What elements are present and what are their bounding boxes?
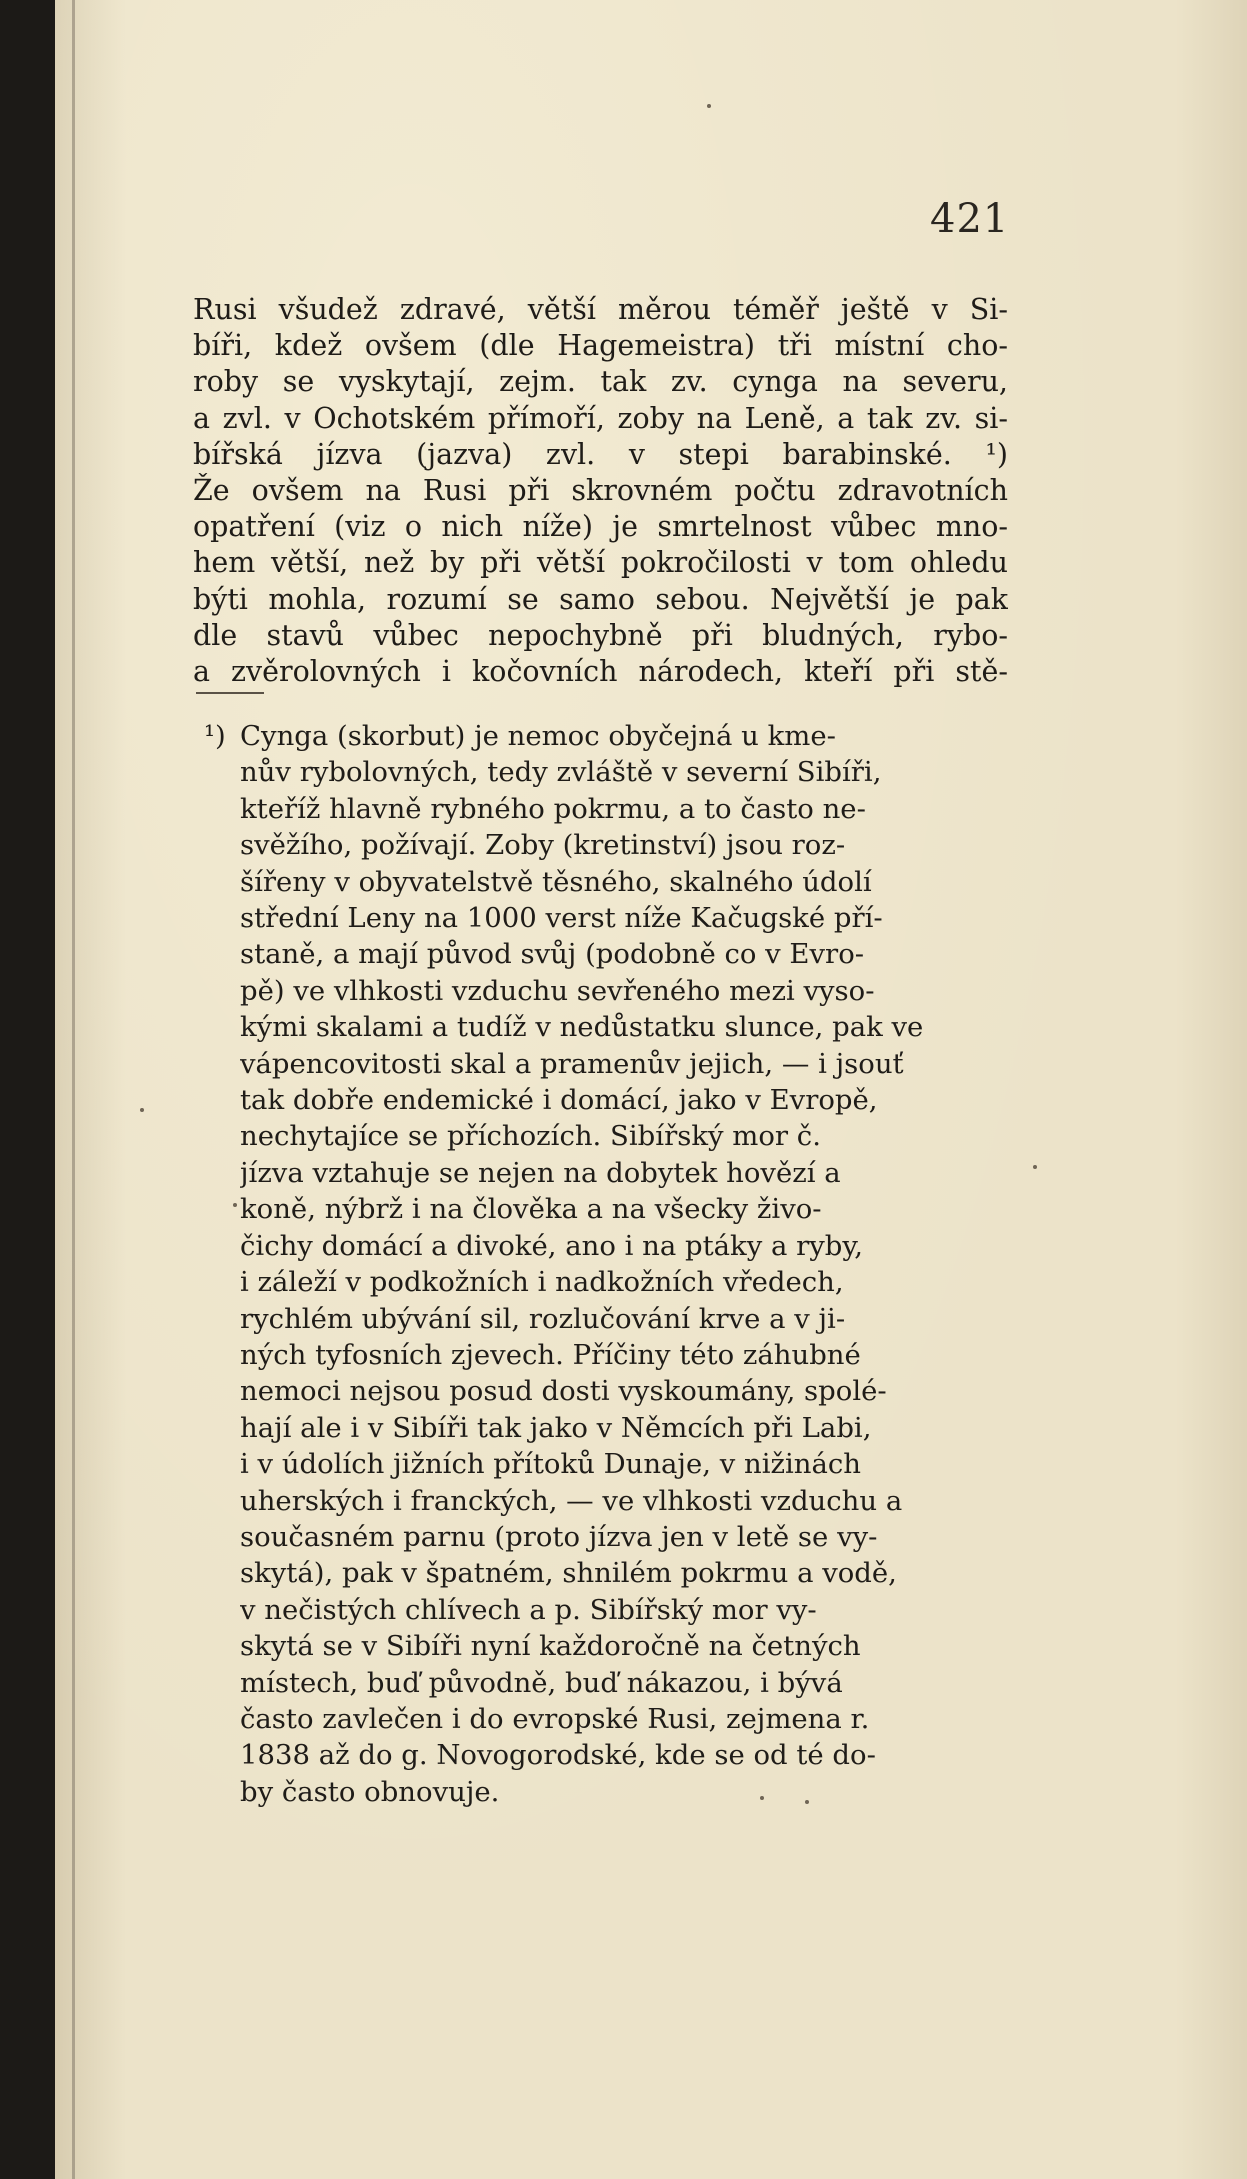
footnote-line: tak dobře endemické i domácí, jako v Evropě, <box>240 1084 878 1117</box>
page-number: 421 <box>930 196 1010 242</box>
footnote-line: Cynga (skorbut) je nemoc obyčejná u kme- <box>240 720 836 752</box>
paper-speck <box>805 1800 809 1804</box>
footnote-line: uherských i franckých, — ve vlhkosti vzduchu a <box>240 1484 903 1517</box>
text-line: roby se vyskytají, zejm. tak zv. cynga na severu, <box>193 365 1008 399</box>
text-line: bíři, kdež ovšem (dle Hagemeistra) tři místní cho- <box>193 329 1008 363</box>
text-line: dle stavů vůbec nepochybně při bludných, rybo- <box>193 618 1008 652</box>
footnote-line: svěžího, požívají. Zoby (kretinství) jsou roz- <box>240 829 846 862</box>
text-line: a zvl. v Ochotském přímoří, zoby na Leně, a tak zv. si- <box>193 401 1008 435</box>
text-line: hem větší, než by při větší pokročilosti v tom ohledu <box>193 546 1008 580</box>
footnote-line: skytá), pak v špatném, shnilém pokrmu a vodě, <box>240 1557 897 1590</box>
footnote-line: i v údolích jižních přítoků Dunaje, v nižinách <box>240 1448 862 1481</box>
text-line: Rusi všudež zdravé, větší měrou téměř ještě v Si- <box>193 293 1008 326</box>
footnote-line: kteříž hlavně rybného pokrmu, a to často ne- <box>240 792 866 825</box>
footnote-line: v nečistých chlívech a p. Sibířský mor vy- <box>240 1593 817 1626</box>
footnote-marker: ¹) <box>204 720 226 752</box>
text-line: Že ovšem na Rusi při skrovném počtu zdravotních <box>193 474 1008 508</box>
paper-speck <box>1033 1165 1037 1169</box>
footnote-line: nemoci nejsou posud dosti vyskoumány, spolé- <box>240 1375 887 1408</box>
footnote-block <box>240 718 1008 1810</box>
page-gutter <box>72 0 75 2179</box>
main-text-block <box>193 292 1008 690</box>
footnote-line: současném parnu (proto jízva jen v letě se vy- <box>240 1520 878 1553</box>
footnote-line: pě) ve vlhkosti vzduchu sevřeného mezi vyso- <box>240 974 875 1007</box>
footnote-line: koně, nýbrž i na člověka a na všecky živo- <box>240 1193 822 1226</box>
footnote-line: vápencovitosti skal a pramenův jejich, — i jsouť <box>240 1047 904 1080</box>
footnote-line: místech, buď původně, buď nákazou, i bývá <box>240 1666 843 1699</box>
footnote-line: 1838 až do g. Novogorodské, kde se od té do- <box>240 1739 876 1772</box>
footnote-line: nův rybolovných, tedy zvláště v severní Sibíři, <box>240 756 882 789</box>
footnote-line: by často obnovuje. <box>240 1775 500 1808</box>
paper-speck <box>140 1108 144 1112</box>
footnote-line: často zavlečen i do evropské Rusi, zejmena r. <box>240 1702 870 1735</box>
footnote-line: hají ale i v Sibíři tak jako v Němcích při Labi, <box>240 1411 872 1444</box>
footnote-line: ných tyfosních zjevech. Příčiny této záhubné <box>240 1338 861 1371</box>
footnote-line: jízva vztahuje se nejen na dobytek hovězí a <box>240 1156 841 1189</box>
paper-speck <box>233 1203 237 1207</box>
footnote-line: nechytajíce se příchozích. Sibířský mor č. <box>240 1120 821 1153</box>
text-line: bířská jízva (jazva) zvl. v stepi barabinské. ¹) <box>193 437 1008 471</box>
footnote-line: šířeny v obyvatelstvě těsného, skalného údolí <box>240 865 872 898</box>
footnote-line: čichy domácí a divoké, ano i na ptáky a ryby, <box>240 1229 864 1262</box>
footnote-separator <box>196 692 264 694</box>
footnote-line: staně, a mají původ svůj (podobně co v Evro- <box>240 938 865 971</box>
footnote-line: skytá se v Sibíři nyní každoročně na četných <box>240 1630 861 1663</box>
text-line: býti mohla, rozumí se samo sebou. Největší je pak <box>193 582 1008 616</box>
footnote-line: střední Leny na 1000 verst níže Kačugské pří- <box>240 902 883 935</box>
footnote-line: i záleží v podkožních i nadkožních vředech, <box>240 1266 844 1299</box>
paper-speck <box>760 1796 764 1800</box>
footnote-line: kými skalami a tudíž v nedůstatku slunce, pak ve <box>240 1011 924 1044</box>
text-line: a zvěrolovných i kočovních národech, kteří při stě- <box>193 655 1008 689</box>
text-line: opatření (viz o nich níže) je smrtelnost vůbec mno- <box>193 510 1008 544</box>
footnote-line: rychlém ubývání sil, rozlučování krve a v ji- <box>240 1302 846 1335</box>
paper-speck <box>707 104 711 108</box>
